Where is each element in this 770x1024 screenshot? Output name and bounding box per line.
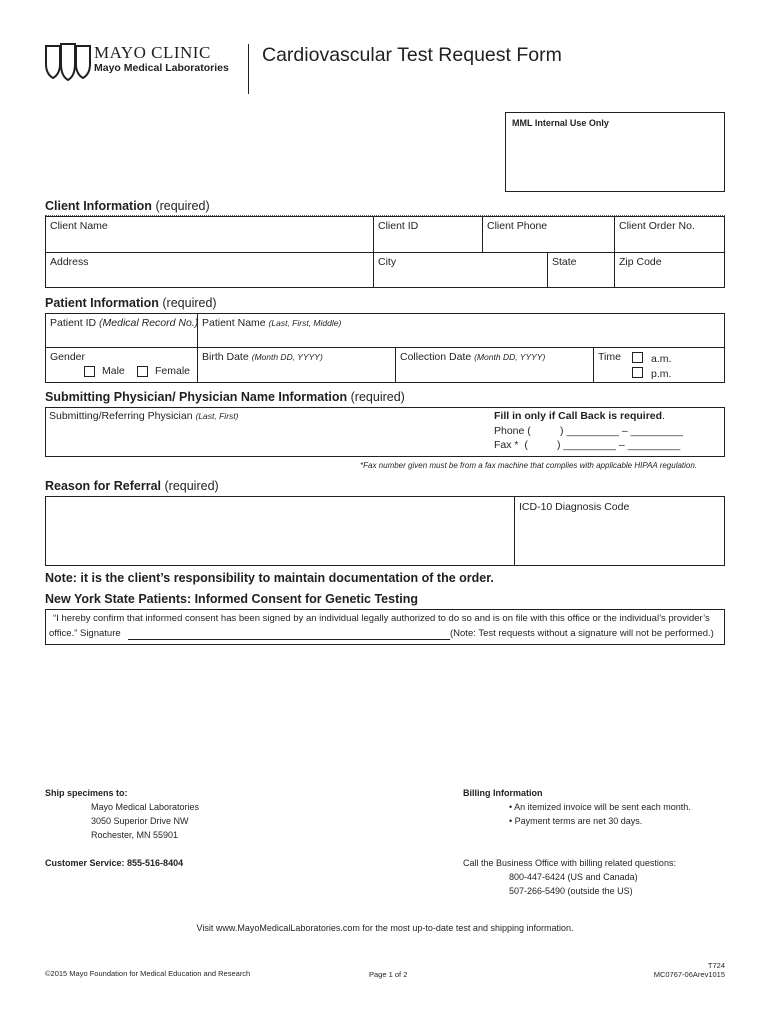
- address-field[interactable]: Address: [50, 256, 89, 268]
- patient-name-field[interactable]: [202, 317, 341, 329]
- billing-bullet-1: • An itemized invoice will be sent each month.: [509, 802, 691, 812]
- patient-divider: [395, 347, 396, 383]
- physician-heading-text: Submitting Physician/ Physician Name Information: [45, 390, 348, 404]
- client-section-heading: [45, 199, 210, 213]
- female-checkbox[interactable]: [137, 366, 148, 377]
- client-heading-text: Client Information: [45, 199, 152, 213]
- ship-address-line3: Rochester, MN 55901: [91, 830, 179, 840]
- icd-code-field[interactable]: ICD-10 Diagnosis Code: [519, 501, 630, 513]
- client-id-field[interactable]: Client ID: [378, 220, 419, 232]
- visit-text: Visit www.MayoMedicalLaboratories.com for the most up-to-date test and shipping information.: [196, 923, 574, 933]
- birth-date-label: Birth Date: [202, 351, 249, 363]
- billing-heading: Billing Information: [463, 788, 543, 798]
- logo-subtext: Mayo Medical Laboratories: [94, 62, 229, 74]
- client-divider: [547, 252, 548, 288]
- client-divider: [614, 216, 615, 288]
- page-number: Page 1 of 2: [369, 970, 408, 979]
- referral-divider: [514, 496, 515, 566]
- patient-name-label: Patient Name: [202, 317, 266, 329]
- patient-heading-text: Patient Information: [45, 296, 159, 310]
- client-mid-rule: [45, 252, 725, 253]
- revision-code: MC0767-06Arev1015: [653, 970, 725, 979]
- patient-name-hint: (Last, First, Middle): [268, 318, 342, 328]
- referring-physician-field[interactable]: [49, 410, 238, 422]
- collection-date-field[interactable]: [400, 351, 545, 363]
- responsibility-note: Note: it is the client’s responsibility to maintain documentation of the order.: [45, 571, 494, 585]
- referral-heading-text: Reason for Referral: [45, 479, 162, 493]
- state-field[interactable]: State: [552, 256, 577, 268]
- header-divider: [248, 44, 249, 94]
- physician-required: (required): [350, 390, 405, 404]
- patient-mid-rule: [45, 347, 725, 348]
- patient-divider: [593, 347, 594, 383]
- client-required: (required): [155, 199, 210, 213]
- billing-bullet-2-text: Payment terms are net 30 days.: [514, 816, 643, 826]
- form-title: Cardiovascular Test Request Form: [262, 44, 562, 66]
- consent-heading: New York State Patients: Informed Consent for Genetic Testing: [45, 592, 418, 606]
- pm-label: p.m.: [651, 368, 672, 380]
- ship-address-line1: Mayo Medical Laboratories: [91, 802, 200, 812]
- form-code: T724: [707, 961, 725, 970]
- callback-label: [494, 410, 665, 422]
- female-label: Female: [155, 365, 191, 377]
- ship-heading: Ship specimens to:: [45, 788, 128, 798]
- billing-phone-1: 800-447-6424 (US and Canada): [509, 872, 638, 882]
- am-checkbox[interactable]: [632, 352, 643, 363]
- male-checkbox[interactable]: [84, 366, 95, 377]
- patient-required: (required): [162, 296, 217, 310]
- internal-use-label: MML Internal Use Only: [512, 118, 609, 128]
- client-phone-field[interactable]: Client Phone: [487, 220, 548, 232]
- client-name-field[interactable]: Client Name: [50, 220, 108, 232]
- callback-period: .: [662, 410, 665, 422]
- referring-hint: (Last, First): [195, 411, 239, 421]
- callback-phone-field[interactable]: Phone ( ) _________ – _________: [494, 425, 684, 437]
- ship-address-line2: 3050 Superior Drive NW: [91, 816, 189, 826]
- fax-note: *Fax number given must be from a fax machine that complies with applicable HIPAA regulation.: [360, 461, 698, 470]
- client-order-field[interactable]: Client Order No.: [619, 220, 695, 232]
- patient-section-heading: [45, 296, 217, 310]
- time-label: Time: [598, 351, 621, 363]
- patient-id-label: Patient ID: [50, 317, 97, 329]
- mayo-logo: [44, 42, 244, 82]
- billing-phone-2: 507-266-5490 (outside the US): [509, 886, 633, 896]
- billing-bullet-2: • Payment terms are net 30 days.: [509, 816, 643, 826]
- physician-section-heading: [45, 390, 405, 404]
- signature-line[interactable]: [128, 639, 450, 640]
- consent-note: (Note: Test requests without a signature will not be performed.): [450, 628, 714, 639]
- logo-text: MAYO CLINIC: [94, 43, 211, 62]
- city-field[interactable]: City: [378, 256, 397, 268]
- male-label: Male: [102, 365, 125, 377]
- am-label: a.m.: [651, 353, 672, 365]
- consent-signature-label: office.” Signature: [49, 628, 121, 639]
- zip-field[interactable]: Zip Code: [619, 256, 662, 268]
- patient-id-field[interactable]: [50, 317, 198, 329]
- billing-call-text: Call the Business Office with billing related questions:: [463, 858, 676, 868]
- copyright: ©2015 Mayo Foundation for Medical Education and Research: [45, 969, 251, 978]
- patient-id-hint: (Medical Record No.): [99, 317, 199, 329]
- referral-section-heading: [45, 479, 219, 493]
- referring-label: Submitting/Referring Physician: [49, 410, 193, 422]
- customer-service: Customer Service: 855-516-8404: [45, 858, 184, 868]
- consent-line1: “I hereby confirm that informed consent has been signed by an individual legally authorized to do so and is on file with this office or the individual’s provider’s: [53, 613, 710, 624]
- client-divider: [482, 216, 483, 252]
- birth-date-hint: (Month DD, YYYY): [251, 352, 323, 362]
- gender-label: Gender: [50, 351, 86, 363]
- mayo-shields-icon: [44, 42, 92, 82]
- birth-date-field[interactable]: [202, 351, 323, 363]
- client-divider: [373, 216, 374, 288]
- collection-date-label: Collection Date: [400, 351, 472, 363]
- referral-required: (required): [164, 479, 219, 493]
- collection-date-hint: (Month DD, YYYY): [474, 352, 546, 362]
- callback-text: Fill in only if Call Back is required: [494, 410, 663, 422]
- pm-checkbox[interactable]: [632, 367, 643, 378]
- billing-bullet-1-text: An itemized invoice will be sent each month.: [514, 802, 691, 812]
- callback-fax-field[interactable]: Fax * ( ) _________ – _________: [494, 439, 681, 451]
